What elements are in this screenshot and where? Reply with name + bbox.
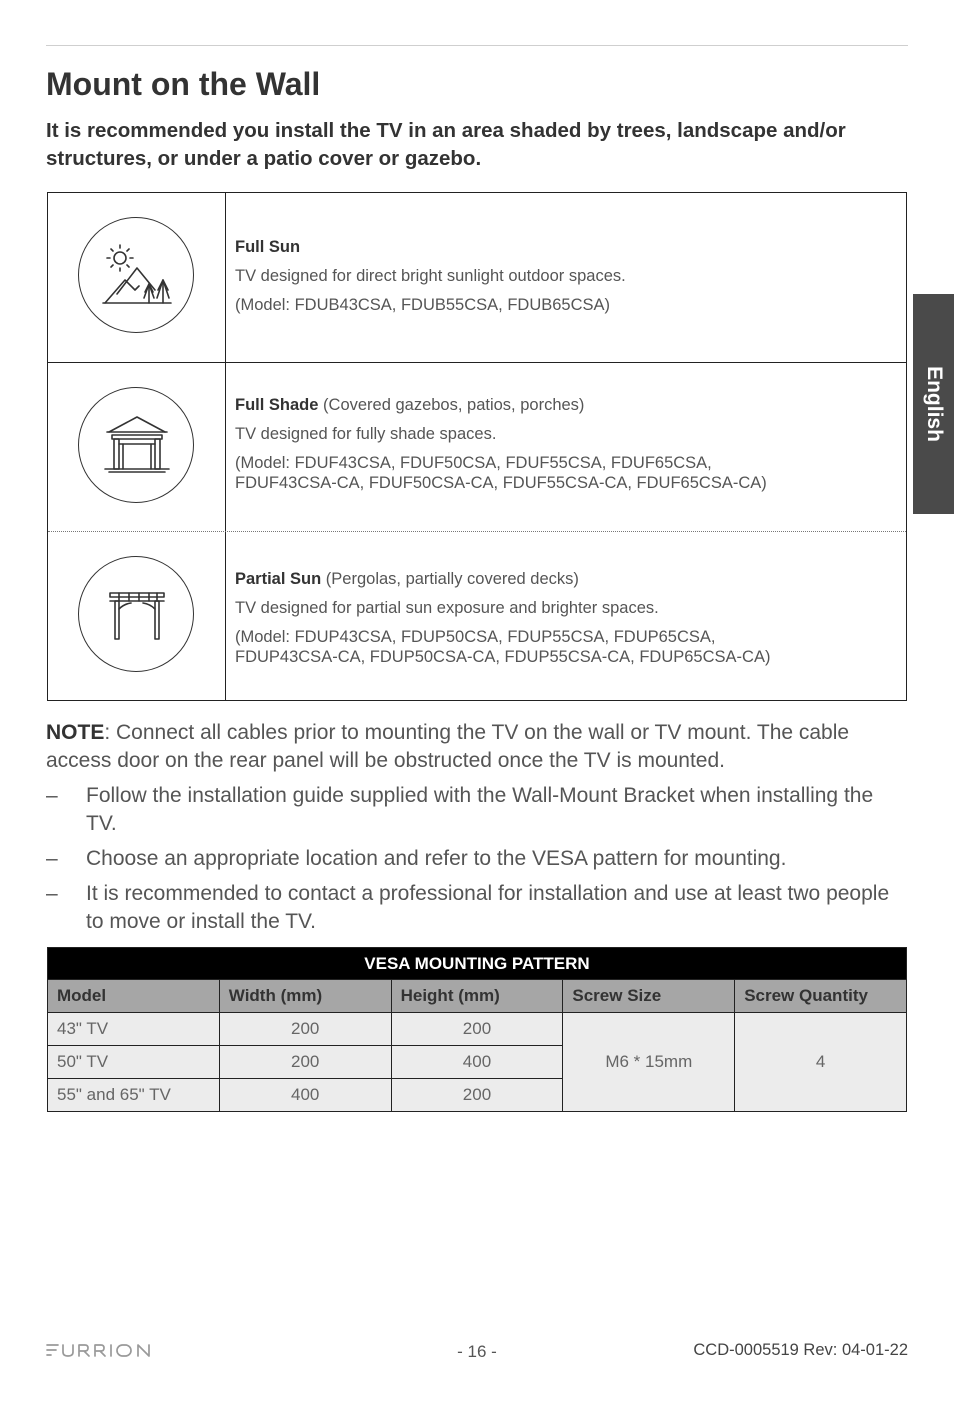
env-name: Full Shade	[235, 396, 319, 414]
dash-marker: –	[46, 847, 58, 870]
env-text-cell	[235, 395, 896, 502]
note-label: NOTE	[46, 721, 105, 744]
height-cell: 200	[391, 1013, 563, 1046]
language-tab	[913, 294, 954, 514]
env-description: TV designed for partial sun exposure and brighter spaces.	[235, 599, 659, 617]
env-row-partial-sun	[48, 532, 906, 700]
table-row	[48, 1013, 907, 1046]
list-item: – It is recommended to contact a professional for installation and use at least two people to move or install the TV.	[46, 882, 890, 933]
sun-mountain-icon	[78, 217, 194, 333]
column-header: Model	[48, 980, 220, 1013]
width-cell: 400	[219, 1079, 391, 1112]
column-header: Screw Size	[563, 980, 735, 1013]
column-header: Screw Quantity	[735, 980, 907, 1013]
env-icon-cell	[48, 532, 226, 700]
env-models: (Model: FDUB43CSA, FDUB55CSA, FDUB65CSA)	[235, 296, 611, 314]
env-models-continued: FDUP43CSA-CA, FDUP50CSA-CA, FDUP55CSA-CA, FDUP65CSA-CA)	[235, 648, 771, 666]
env-row-full-shade	[48, 363, 906, 532]
dash-marker: –	[46, 784, 58, 807]
env-text-cell	[235, 569, 896, 676]
env-icon-cell	[48, 363, 226, 531]
env-text-cell	[235, 237, 896, 324]
env-models-continued: FDUF43CSA-CA, FDUF50CSA-CA, FDUF55CSA-CA, FDUF65CSA-CA)	[235, 474, 767, 492]
height-cell: 400	[391, 1046, 563, 1079]
column-header: Width (mm)	[219, 980, 391, 1013]
model-cell: 55" and 65" TV	[48, 1079, 220, 1112]
top-divider	[46, 45, 908, 46]
width-cell: 200	[219, 1013, 391, 1046]
instruction-list	[46, 782, 908, 943]
model-cell: 43" TV	[48, 1013, 220, 1046]
env-description: TV designed for fully shade spaces.	[235, 425, 497, 443]
env-qualifier: (Covered gazebos, patios, porches)	[323, 396, 585, 414]
page-title: Mount on the Wall	[46, 66, 321, 102]
width-cell: 200	[219, 1046, 391, 1079]
note-paragraph	[46, 719, 908, 775]
screw-quantity-cell: 4	[735, 1013, 907, 1112]
env-name: Full Sun	[235, 238, 301, 256]
vesa-title: VESA MOUNTING PATTERN	[48, 948, 907, 980]
list-item: – Follow the installation guide supplied with the Wall-Mount Bracket when installing the TV.	[46, 784, 874, 835]
env-description: TV designed for direct bright sunlight outdoor spaces.	[235, 267, 626, 285]
column-header: Height (mm)	[391, 980, 563, 1013]
vesa-table	[47, 947, 907, 1112]
page-subtitle: It is recommended you install the TV in an area shaded by trees, landscape and/or structures, or under a patio cover or gazebo.	[46, 119, 846, 170]
screw-size-cell: M6 * 15mm	[563, 1013, 735, 1112]
env-row-full-sun	[48, 193, 906, 363]
page-number: - 16 -	[457, 1342, 497, 1361]
env-models: (Model: FDUF43CSA, FDUF50CSA, FDUF55CSA, FDUF65CSA,	[235, 454, 712, 472]
model-cell: 50" TV	[48, 1046, 220, 1079]
note-text: : Connect all cables prior to mounting the TV on the wall or TV mount. The cable access door on the rear panel will be obstructed once the TV is mounted.	[46, 721, 850, 772]
env-name: Partial Sun	[235, 570, 322, 588]
list-item: – Choose an appropriate location and refer to the VESA pattern for mounting.	[46, 845, 908, 873]
language-label: English	[922, 366, 946, 442]
document-code: CCD-0005519 Rev: 04-01-22	[693, 1341, 908, 1359]
environment-table	[47, 192, 907, 701]
env-models: (Model: FDUP43CSA, FDUP50CSA, FDUP55CSA, FDUP65CSA,	[235, 628, 716, 646]
vesa-title-row	[48, 948, 907, 980]
pergola-icon	[78, 556, 194, 672]
vesa-header-row	[48, 980, 907, 1013]
env-icon-cell	[48, 193, 226, 362]
dash-marker: –	[46, 882, 58, 905]
height-cell: 200	[391, 1079, 563, 1112]
env-qualifier: (Pergolas, partially covered decks)	[325, 570, 579, 588]
gazebo-icon	[78, 387, 194, 503]
